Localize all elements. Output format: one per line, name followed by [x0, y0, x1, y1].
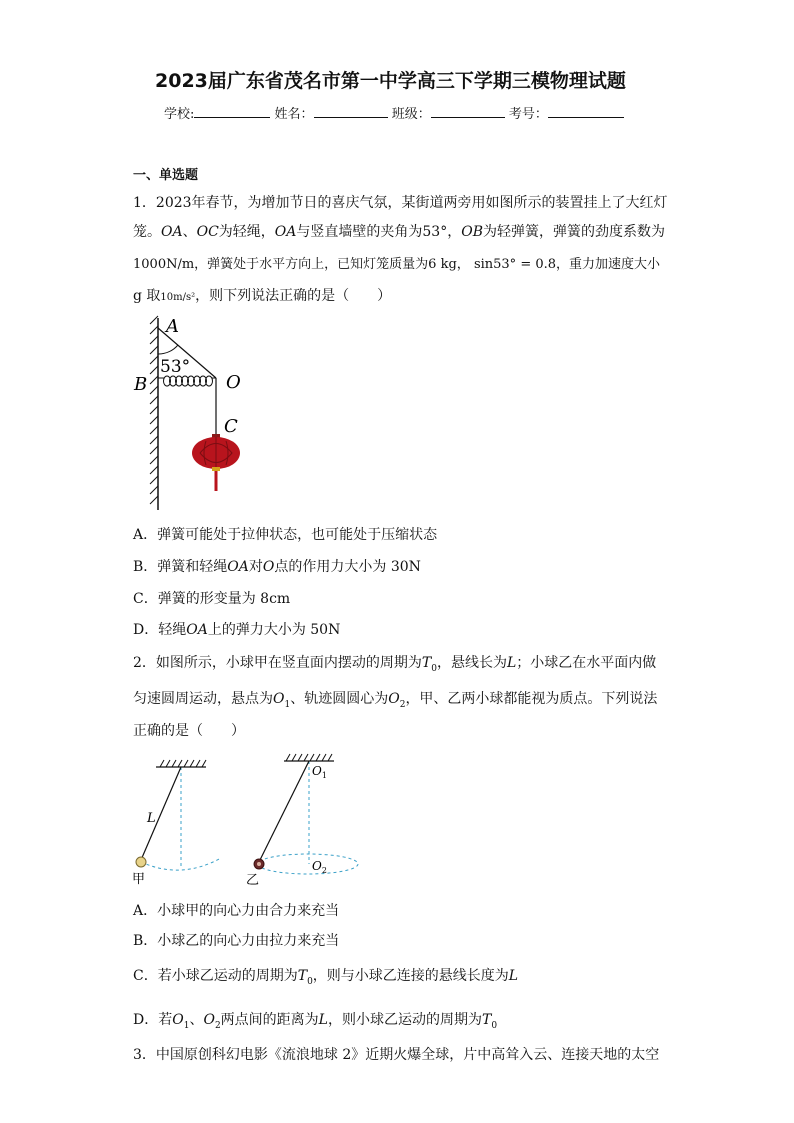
fig2-label-o2: $O_2$ — [312, 859, 327, 875]
q2-option-b[interactable]: B．小球乙的向心力由拉力来充当 — [133, 933, 340, 949]
q2-option-d[interactable]: D．若$O_1$、$O_2$两点间的距离为L，则小球乙运动的周期为$T_0$ — [133, 1012, 498, 1031]
spring-ob — [158, 376, 216, 386]
fig1-label-a: A — [166, 316, 179, 337]
q2-figure — [130, 756, 370, 888]
wall-hatching — [150, 316, 158, 504]
class-blank[interactable] — [431, 104, 505, 118]
page-title: 2023届广东省茂名市第一中学高三下学期三模物理试题 — [155, 70, 626, 92]
cone-string — [259, 761, 309, 862]
student-info-line — [164, 104, 624, 124]
q3-line1: 3．中国原创科幻电影《流浪地球 2》近期火爆全球，片中高耸入云、连接天地的太空 — [133, 1047, 660, 1063]
name-label: 姓名： — [274, 107, 314, 122]
lantern — [192, 434, 240, 491]
q1-line2: 笼。OA、OC为轻绳，OA与竖直墙壁的夹角为53°，OB为轻弹簧，弹簧的劲度系数为 — [133, 224, 665, 240]
q1-option-c[interactable]: C．弹簧的形变量为 8cm — [133, 591, 291, 607]
q2-line2: 匀速圆周运动，悬点为$O_1$、轨迹圆圆心为$O_2$，甲、乙两小球都能视为质点。下列说法 — [133, 691, 658, 710]
q1-option-b[interactable]: B．弹簧和轻绳OA对O点的作用力大小为 30N — [133, 559, 421, 575]
q1-figure — [130, 314, 260, 514]
angle-arc — [158, 345, 178, 354]
fig2-label-jia: 甲 — [132, 872, 146, 887]
fig2-label-yi: 乙 — [246, 873, 260, 888]
q2-option-c[interactable]: C．若小球乙运动的周期为$T_0$，则与小球乙连接的悬线长度为L — [133, 968, 519, 987]
fig1-label-c: C — [224, 416, 238, 437]
q1-line1: 1．2023年春节，为增加节日的喜庆气氛，某街道两旁用如图所示的装置挂上了大红灯 — [133, 195, 668, 211]
number-blank[interactable] — [548, 104, 624, 118]
q1-option-a[interactable]: A．弹簧可能处于拉伸状态，也可能处于压缩状态 — [133, 527, 438, 543]
section-heading: 一、单选题 — [133, 168, 199, 183]
ball-jia — [136, 857, 146, 867]
fig1-label-b: B — [134, 374, 148, 395]
q2-option-a[interactable]: A．小球甲的向心力由合力来充当 — [133, 903, 340, 919]
q2-line3: 正确的是（ ） — [133, 723, 245, 739]
orbit-circle — [258, 854, 358, 874]
school-label: 学校: — [164, 107, 195, 122]
q1-line3: 1000N/m，弹簧处于水平方向上，已知灯笼质量为6 kg， sin53° = 0.8，重力加速度大小 — [133, 257, 661, 272]
fig1-label-o: O — [226, 372, 241, 393]
q1-line4: g 取10m/s²，则下列说法正确的是（ ） — [133, 288, 392, 304]
number-label: 考号： — [508, 107, 548, 122]
fig2-label-o1: $O_1$ — [312, 764, 327, 780]
class-label: 班级： — [391, 107, 431, 122]
q1-option-d[interactable]: D．轻绳OA上的弹力大小为 50N — [133, 622, 341, 638]
fig1-angle-label: 53° — [160, 357, 191, 377]
name-blank[interactable] — [314, 104, 388, 118]
q2-line1: 2．如图所示，小球甲在竖直面内摆动的周期为$T_0$，悬线长为L；小球乙在水平面内做 — [133, 655, 657, 674]
school-blank[interactable] — [194, 104, 270, 118]
fig2-label-l: L — [147, 811, 156, 826]
